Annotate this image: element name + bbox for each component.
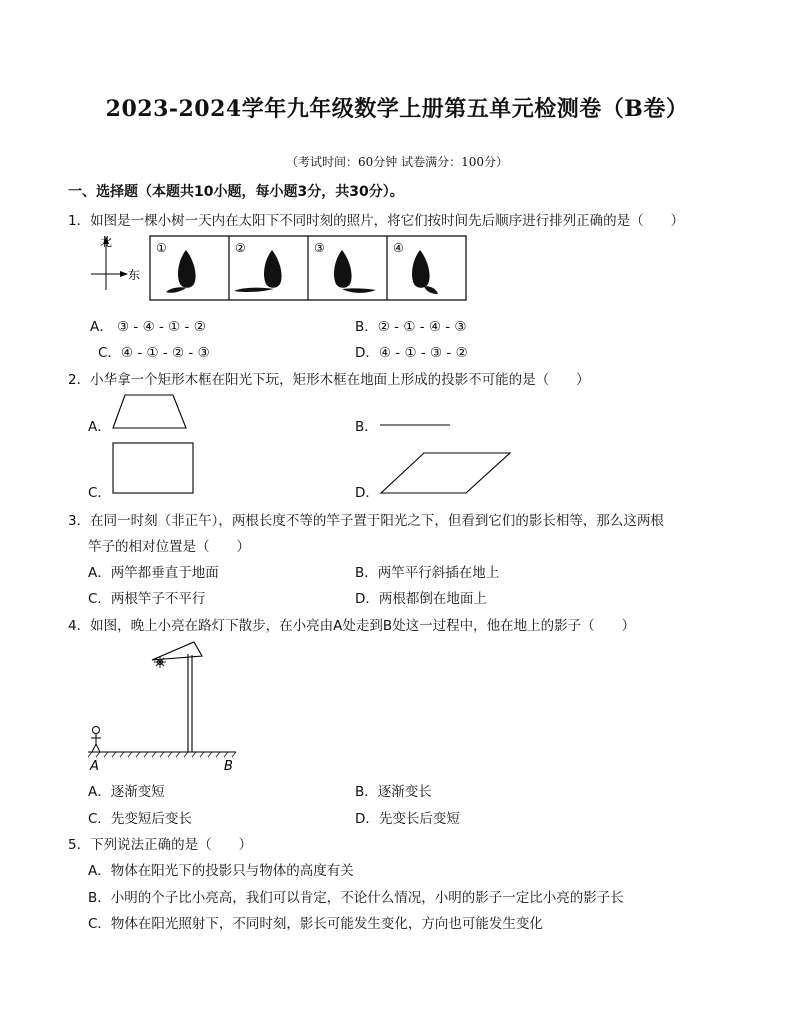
question-1-text: 1．如图是一棵小树一天内在太阳下不同时刻的照片，将它们按时间先后顺序进行排列正确的是（ ） (68, 213, 685, 229)
tree-shadow-icon-2 (234, 250, 282, 292)
tree-shadow-icon-3 (334, 250, 376, 293)
q1-option-d[interactable]: D．④ - ① - ③ - ② (355, 345, 468, 361)
q4-option-b[interactable]: B．逐渐变长 (355, 784, 432, 800)
question-3-text-line2: 竿子的相对位置是（ ） (88, 539, 250, 555)
east-arrow-icon (120, 271, 128, 277)
q2-option-d-label[interactable]: D． (355, 485, 379, 501)
point-b-label: B (224, 759, 233, 774)
q3-option-b[interactable]: B．两竿平行斜插在地上 (355, 565, 500, 581)
question-4-text: 4．如图，晚上小亮在路灯下散步，在小亮由A处走到B处这一过程中，他在地上的影子（ ） (68, 618, 636, 634)
compass-north-label: 北 (100, 235, 113, 249)
q2-segment-shape (378, 422, 454, 428)
question-5-text: 5．下列说法正确的是（ ） (68, 837, 253, 853)
question-3-text-line1: 3．在同一时刻（非正午），两根长度不等的竿子置于阳光之下，但看到它们的影长相等，那么这两根 (68, 513, 664, 529)
q5-option-c[interactable]: C．物体在阳光照射下，不同时刻，影长可能发生变化，方向也可能发生变化 (88, 916, 543, 932)
lamp-head-icon (152, 642, 202, 660)
panel-2-label: ② (235, 241, 246, 255)
q1-figure (86, 232, 476, 304)
compass (91, 235, 140, 290)
q2-rectangle-shape (110, 440, 196, 496)
panel-3-label: ③ (314, 241, 325, 255)
question-2-text: 2．小华拿一个矩形木框在阳光下玩，矩形木框在地面上形成的投影不可能的是（ ） (68, 372, 590, 388)
q2-option-c-label[interactable]: C． (88, 485, 111, 501)
q2-option-a-label[interactable]: A． (88, 419, 111, 435)
q3-option-c[interactable]: C．两根竿子不平行 (88, 591, 206, 607)
compass-east-label: 东 (128, 268, 141, 282)
q1-option-a[interactable]: A． ③ - ④ - ① - ② (90, 319, 206, 335)
panel-1-label: ① (156, 241, 167, 255)
point-a-label: A (90, 759, 99, 774)
q1-option-c[interactable]: C．④ - ① - ② - ③ (98, 345, 210, 361)
exam-info: （考试时间：60分钟 试卷满分：100分） (286, 155, 508, 169)
person-icon (91, 727, 101, 753)
q2-parallelogram-shape (378, 450, 514, 496)
q5-option-a[interactable]: A．物体在阳光下的投影只与物体的高度有关 (88, 863, 354, 879)
q2-option-b-label[interactable]: B． (355, 419, 378, 435)
q1-option-b[interactable]: B．② - ① - ④ - ③ (355, 319, 467, 335)
tree-shadow-icon-4 (412, 250, 438, 294)
section-heading: 一、选择题（本题共10小题，每小题3分，共30分）。 (68, 184, 404, 200)
q2-trapezoid-shape (110, 392, 190, 432)
q3-option-a[interactable]: A．两竿都垂直于地面 (88, 565, 219, 581)
q4-option-a[interactable]: A．逐渐变短 (88, 784, 165, 800)
panel-4-label: ④ (393, 241, 404, 255)
q3-option-d[interactable]: D．两根都倒在地面上 (355, 591, 487, 607)
ground-hatching (88, 752, 236, 757)
page-title: 2023-2024学年九年级数学上册第五单元检测卷（B卷） (105, 96, 689, 122)
q5-option-b[interactable]: B．小明的个子比小亮高，我们可以肯定，不论什么情况，小明的影子一定比小亮的影子长 (88, 890, 624, 906)
q4-option-c[interactable]: C．先变短后变长 (88, 811, 192, 827)
q4-streetlight-figure (84, 638, 244, 774)
tree-shadow-icon-1 (166, 250, 196, 293)
q4-option-d[interactable]: D．先变长后变短 (355, 811, 460, 827)
